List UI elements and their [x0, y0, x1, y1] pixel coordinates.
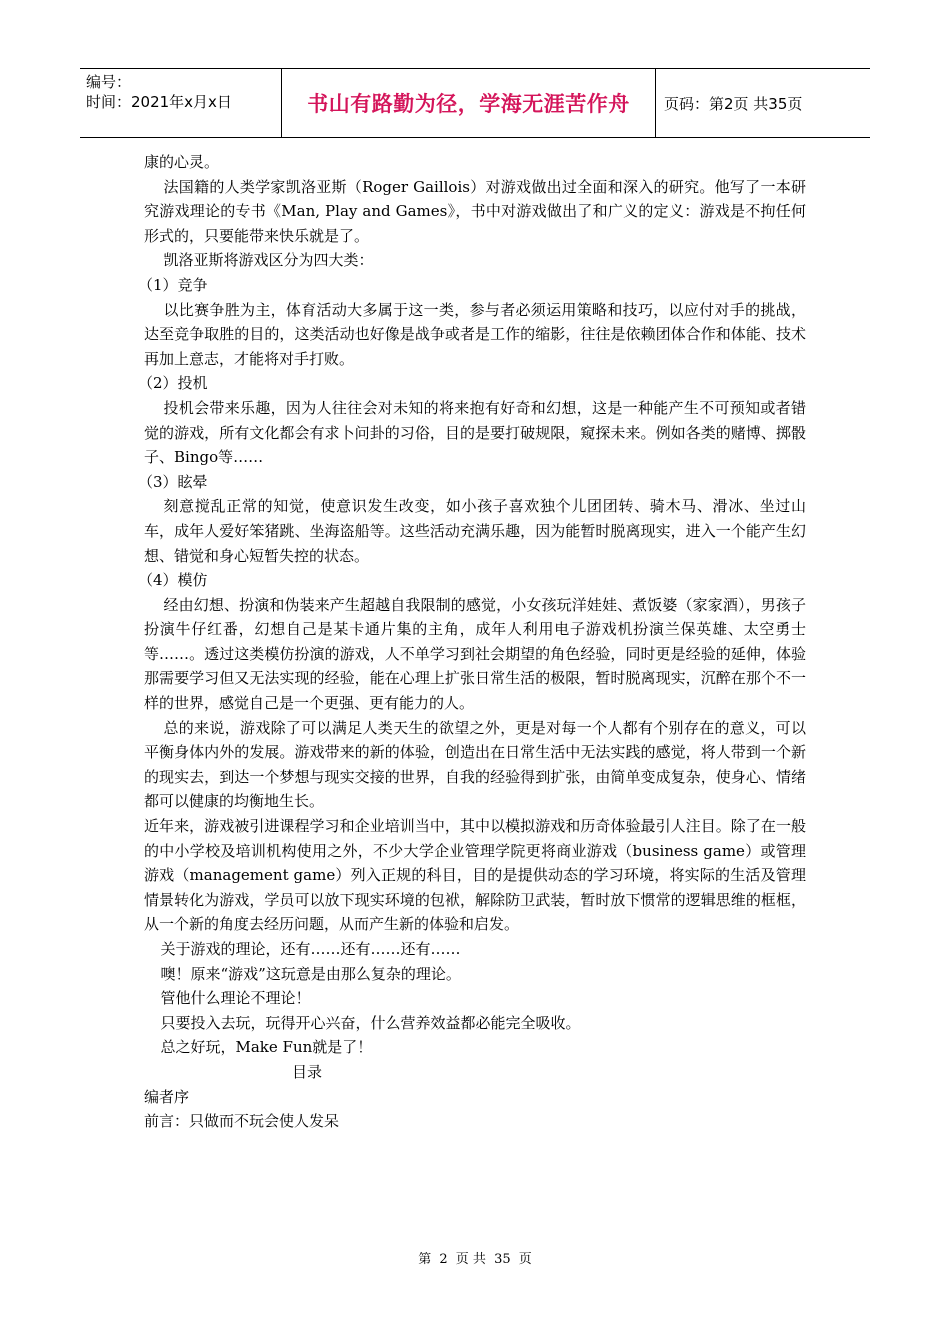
document-body — [138, 150, 806, 1134]
heading-mimicry: （4）模仿 — [138, 571, 208, 590]
footer-prefix: 第 — [418, 1252, 432, 1267]
toc-title: 目录 — [292, 1062, 323, 1081]
toc-item-editor-preface: 编者序 — [144, 1087, 190, 1106]
page-footer — [0, 1248, 950, 1267]
header-meta — [80, 69, 282, 137]
header-motto: 书山有路勤为径，学海无涯苦作舟 — [282, 69, 656, 137]
paragraph-complex-theory: 噢！原来“游戏”这玩意是由那么复杂的理论。 — [160, 964, 461, 983]
document-number-label: 编号： — [86, 73, 132, 91]
paragraph-theory-more: 关于游戏的理论，还有……还有……还有…… — [160, 940, 461, 958]
toc-item-foreword: 前言：只做而不玩会使人发呆 — [144, 1112, 340, 1131]
paragraph-caillois-intro: 法国籍的人类学家凯洛亚斯（Roger Gaillois）对游戏做出过全面和深入的研究。他写了一本研究游戏理论的专书《Man, Play and Games》，书中对游戏做出了和广义的定义：游戏是不拘任何形式的，只要能带来快乐就是了。 — [144, 177, 806, 245]
heading-vertigo: （3）眩晕 — [138, 472, 208, 491]
paragraph-just-play: 只要投入去玩，玩得开心兴奋，什么营养效益都必能完全吸收。 — [160, 1013, 581, 1032]
paragraph-make-fun: 总之好玩，Make Fun就是了！ — [160, 1038, 373, 1057]
heading-chance: （2）投机 — [138, 374, 208, 393]
footer-total-pages: 35 — [494, 1252, 511, 1267]
paragraph-mimicry: 经由幻想、扮演和伪装来产生超越自我限制的感觉，小女孩玩洋娃娃、煮饭婆（家家酒），男孩子扮演牛仔红番，幻想自己是某卡通片集的主角，成年人利用电子游戏机扮演兰保英雄、太空勇士等……。透过这类模仿扮演的游戏，人不单学习到社会期望的角色经验，同时更是经验的延伸，体验那需要学习但又无法实现的经验，能在心理上扩张日常生活的极限，暂时脱离现实，沉醉在那个不一样的世界，感觉自己是一个更强、更有能力的人。 — [144, 595, 806, 713]
paragraph-continuation: 康的心灵。 — [144, 153, 220, 171]
paragraph-no-theory: 管他什么理论不理论！ — [160, 989, 311, 1008]
footer-suffix: 页 — [518, 1252, 532, 1267]
document-date: 时间：2021年x月x日 — [86, 93, 232, 111]
paragraph-chance: 投机会带来乐趣，因为人往往会对未知的将来抱有好奇和幻想，这是一种能产生不可预知或者错觉的游戏，所有文化都会有求卜问卦的习俗，目的是要打破规限，窥探未来。例如各类的赌博、掷骰子、Bingo等…… — [144, 398, 806, 467]
footer-mid: 页 共 — [455, 1252, 486, 1267]
footer-page-number: 2 — [439, 1252, 448, 1267]
header-page-info: 页码：第2页 共35页 — [664, 94, 803, 113]
paragraph-four-categories: 凯洛亚斯将游戏区分为四大类： — [163, 251, 374, 270]
paragraph-competition: 以比赛争胜为主，体育活动大多属于这一类，参与者必须运用策略和技巧，以应付对手的挑战，达至竞争取胜的目的，这类活动也好像是战争或者是工作的缩影，往往是依赖团体合作和体能、技术再加上意志，才能将对手打败。 — [144, 300, 806, 368]
paragraph-vertigo: 刻意搅乱正常的知觉，使意识发生改变，如小孩子喜欢独个儿团团转、骑木马、滑冰、坐过山车，成年人爱好笨猪跳、坐海盗船等。这些活动充满乐趣，因为能暂时脱离现实，进入一个能产生幻想、错觉和身心短暂失控的状态。 — [144, 497, 806, 565]
page-header — [80, 68, 870, 138]
paragraph-summary: 总的来说，游戏除了可以满足人类天生的欲望之外，更是对每一个人都有个别存在的意义，可以平衡身体内外的发展。游戏带来的新的体验，创造出在日常生活中无法实践的感觉，将人带到一个新的现实去，到达一个梦想与现实交接的世界，自我的经验得到扩张，由简单变成复杂，使身心、情绪都可以健康的均衡地生长。 — [144, 718, 806, 811]
paragraph-recent-years: 近年来，游戏被引进课程学习和企业培训当中，其中以模拟游戏和历奇体验最引人注目。除了在一般的中小学校及培训机构使用之外，不少大学企业管理学院更将商业游戏（business game）或管理游戏（management game）列入正规的科目，目的是提供动态的学习环境，将实际的生活及管理情景转化为游戏，学员可以放下现实环境的包袱，解除防卫武装，暂时放下惯常的逻辑思维的框框，从一个新的角度去经历问题，从而产生新的体验和启发。 — [144, 817, 806, 934]
heading-competition: （1）竞争 — [138, 275, 208, 294]
